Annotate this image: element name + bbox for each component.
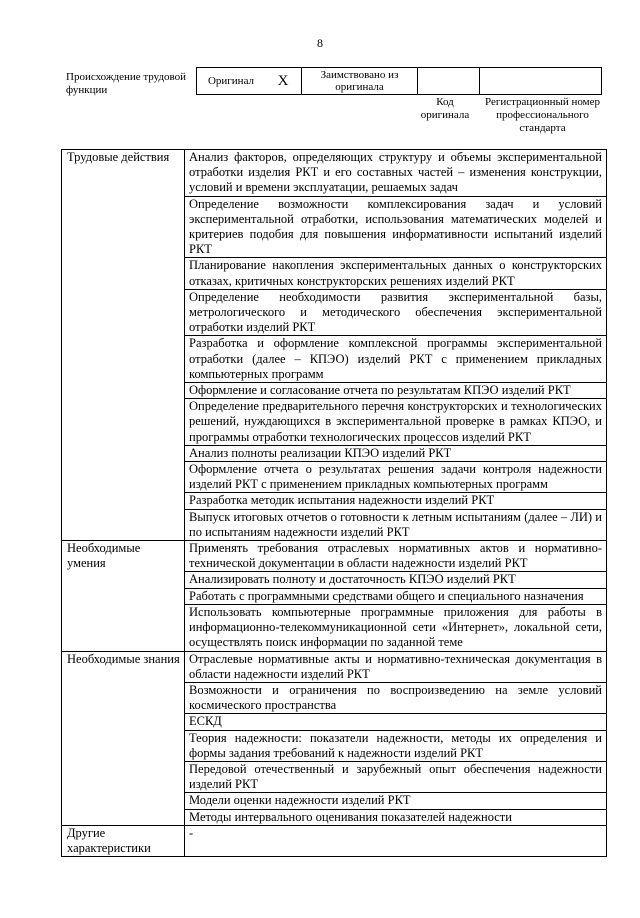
table-row [62, 150, 607, 197]
function-table [61, 149, 607, 857]
section-item: Модели оценки надежности изделий РКТ [185, 793, 607, 809]
section-label: Необходимые умения [62, 541, 185, 651]
table-row [62, 825, 607, 856]
section-item: Передовой отечественный и зарубежный опыт обеспечения надежности изделий РКТ [185, 761, 607, 792]
section-label: Другие характеристики [62, 825, 185, 856]
original-label: Оригинал [197, 68, 266, 95]
section-item: Выпуск итоговых отчетов о готовности к летным испытаниям (далее – ЛИ) и по испытаниям надежности изделий РКТ [185, 509, 607, 540]
section-item: Разработка методик испытания надежности изделий РКТ [185, 493, 607, 509]
section-item: Определение предварительного перечня конструкторских и технологических решений, нуждающихся в экспериментальной проверке в рамках КПЭО, и программы отработки технологических процессов изделий РКТ [185, 399, 607, 446]
reg-number-label: Регистрационный номер профессионального стандарта [484, 96, 601, 134]
section-item: Определение возможности комплексирования задач и условий экспериментальной отработки, использования математических моделей и критериев подобия для повышения информативности испытаний изделий РКТ [185, 196, 607, 258]
origin-table [196, 67, 602, 95]
section-item: Оформление отчета о результатах решения задачи контроля надежности изделий РКТ с применением прикладных компьютерных программ [185, 462, 607, 493]
section-item: Работать с программными средствами общего и специального назначения [185, 588, 607, 604]
section-item: Использовать компьютерные программные приложения для работы в информационно-телекоммуникационной сети «Интернет», локальной сети, осуществлять поиск информации по заданной теме [185, 604, 607, 651]
original-mark: X [265, 68, 302, 95]
section-item: Разработка и оформление комплексной программы экспериментальной отработки (далее – КПЭО) изделий РКТ с применением прикладных компьютерных программ [185, 336, 607, 383]
table-row [62, 541, 607, 572]
origin-label: Происхождение трудовой функции [66, 71, 187, 96]
code-cell [418, 68, 480, 95]
section-label: Необходимые знания [62, 651, 185, 825]
section-item: Анализ полноты реализации КПЭО изделий РКТ [185, 445, 607, 461]
borrowed-label: Заимствовано из оригинала [302, 68, 418, 95]
section-item: Анализировать полноту и достаточность КПЭО изделий РКТ [185, 572, 607, 588]
code-label: Код оригинала [420, 96, 470, 121]
section-item: ЕСКД [185, 714, 607, 730]
section-item: Отраслевые нормативные акты и нормативно-техническая документация в области надежности изделий РКТ [185, 651, 607, 682]
section-item: Планирование накопления экспериментальных данных о конструкторских отказах, критичных конструкторских решениях изделий РКТ [185, 258, 607, 289]
page-number: 8 [317, 36, 323, 50]
section-item: Применять требования отраслевых нормативных актов и нормативно-технической документации в области надежности изделий РКТ [185, 541, 607, 572]
reg-number-cell [480, 68, 602, 95]
table-row [62, 651, 607, 682]
section-item: Оформление и согласование отчета по результатам КПЭО изделий РКТ [185, 383, 607, 399]
section-label: Трудовые действия [62, 150, 185, 541]
section-item: Методы интервального оценивания показателей надежности [185, 809, 607, 825]
section-item: - [185, 825, 607, 856]
section-item: Теория надежности: показатели надежности, методы их определения и формы задания требований к надежности изделий РКТ [185, 730, 607, 761]
section-item: Анализ факторов, определяющих структуру и объемы экспериментальной отработки изделия РКТ и его составных частей – изменения конструкции, условий и времени эксплуатации, решаемых задач [185, 150, 607, 197]
section-item: Возможности и ограничения по воспроизведению на земле условий космического пространства [185, 682, 607, 713]
section-item: Определение необходимости развития экспериментальной базы, метрологического и методического обеспечения экспериментальной отработки изделий РКТ [185, 289, 607, 336]
